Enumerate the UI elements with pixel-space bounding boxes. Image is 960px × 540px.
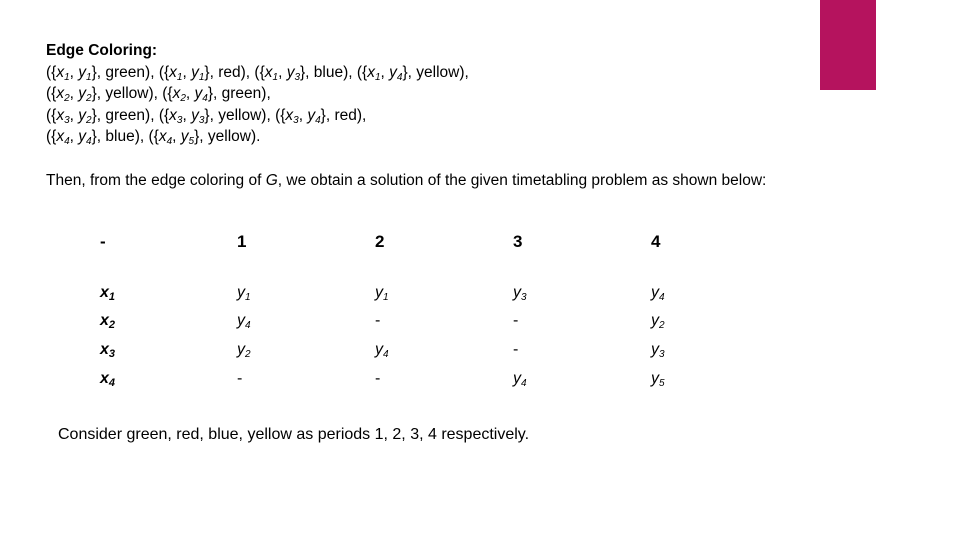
cell-symbol: $y_4$ (513, 370, 527, 389)
edge-color: yellow (416, 63, 460, 81)
vertex-y-index: 4 (315, 114, 321, 126)
edge-color-pair: ({$x_1$, $y_3$}, blue), (254, 63, 357, 83)
cell-symbol-index: 3 (659, 349, 665, 360)
row-label-symbol: $x_3$ (100, 341, 116, 360)
vertex-y-index: 2 (86, 93, 92, 104)
cell-symbol-index: 3 (521, 292, 527, 303)
edge-color: red (218, 63, 241, 81)
table-cell (513, 370, 527, 388)
vertex-x-index: 3 (293, 114, 299, 126)
edge-color: yellow (218, 106, 262, 124)
vertex-y-index: 1 (86, 71, 92, 83)
edge-color: yellow (207, 128, 251, 145)
cell-symbol-index: 1 (383, 292, 389, 303)
table-cell (651, 284, 665, 302)
vertex-y: $y_4$ (389, 63, 403, 83)
row-label-symbol-index: 4 (108, 377, 116, 389)
cell-symbol: $y_4$ (651, 284, 665, 303)
cell-symbol-index: 2 (245, 349, 251, 360)
vertex-x: $x_4$ (158, 128, 173, 147)
edge-color-pair: ({$x_1$, $y_4$}, yellow), (356, 63, 469, 83)
vertex-x: $x_3$ (56, 106, 70, 126)
vertex-y: $y_5$ (180, 128, 195, 147)
cell-symbol: $y_5$ (651, 370, 665, 389)
cell-symbol-index: 5 (659, 378, 665, 389)
vertex-y-index: 3 (294, 71, 300, 83)
cell-symbol: $y_1$ (237, 284, 251, 303)
edge-coloring-title: Edge Coloring: (46, 42, 158, 59)
table-cell (513, 284, 527, 302)
vertex-y-index: 3 (198, 114, 205, 126)
row-label-symbol-index: 2 (108, 319, 116, 331)
table-cell: - (513, 341, 519, 358)
edge-color-pair: ({$x_1$, $y_1$}, green), (46, 63, 159, 83)
table-header-cell: 3 (513, 232, 523, 251)
cell-symbol: $y_3$ (651, 341, 665, 360)
vertex-y: $y_1$ (191, 63, 205, 83)
vertex-x-index: 3 (64, 114, 70, 126)
table-row-label (100, 284, 115, 302)
vertex-y: $y_4$ (78, 128, 92, 147)
cell-symbol-index: 4 (245, 320, 251, 331)
vertex-x: $x_4$ (56, 128, 70, 147)
cell-symbol: $y_3$ (513, 284, 527, 303)
explanation-text-start: Then, from the edge coloring of (46, 172, 266, 189)
vertex-x-index: 1 (64, 71, 70, 83)
edge-color-pair: ({$x_2$, $y_4$}, green), (162, 85, 271, 104)
edge-color: red (334, 106, 357, 124)
vertex-x: $x_2$ (56, 85, 70, 104)
cell-symbol: $y_1$ (375, 284, 389, 303)
table-row-label (100, 370, 115, 388)
cell-symbol: $y_2$ (237, 341, 251, 360)
edge-color-pair: ({$x_4$, $y_5$}, yellow). (148, 128, 261, 147)
table-cell (375, 341, 389, 359)
vertex-x-index: 4 (166, 136, 173, 147)
table-header-cell: 1 (237, 232, 247, 251)
table-cell: - (375, 370, 381, 387)
vertex-y: $y_2$ (78, 106, 92, 126)
vertex-x-index: 1 (374, 71, 381, 83)
explanation-text-end: , we obtain a solution of the given timetabling problem as shown below: (277, 172, 767, 189)
table-cell (237, 284, 251, 302)
edge-color-pair: ({$x_1$, $y_1$}, red), (158, 63, 255, 83)
vertex-y-index: 4 (396, 71, 403, 83)
edge-color: blue (105, 128, 135, 145)
edge-color-pair: ({$x_3$, $y_4$}, red), (275, 106, 367, 126)
vertex-y-index: 1 (198, 71, 205, 83)
vertex-y: $y_2$ (78, 85, 92, 104)
vertex-x: $x_1$ (56, 63, 70, 83)
vertex-x: $x_3$ (285, 106, 299, 126)
cell-symbol-index: 2 (659, 320, 665, 331)
table-cell (651, 312, 665, 330)
table-header-cell: 2 (375, 232, 385, 251)
cell-symbol-index: 4 (521, 378, 527, 389)
vertex-y: $y_3$ (191, 106, 205, 126)
table-cell: - (237, 370, 243, 387)
row-label-symbol-index: 1 (108, 291, 116, 303)
vertex-y: $y_3$ (286, 63, 300, 83)
vertex-x: $x_1$ (367, 63, 381, 83)
cell-symbol-index: 4 (659, 292, 665, 303)
row-label-symbol-index: 3 (108, 348, 116, 360)
table-cell (651, 370, 665, 388)
table-row-label (100, 312, 115, 330)
vertex-x: $x_2$ (172, 85, 186, 104)
footnote: Consider green, red, blue, yellow as periods 1, 2, 3, 4 respectively. (58, 426, 530, 443)
table-row-label (100, 341, 115, 359)
edge-color: green (105, 106, 146, 124)
vertex-x: $x_3$ (169, 106, 183, 126)
cell-symbol: $y_4$ (237, 312, 251, 331)
cell-symbol-index: 4 (383, 349, 389, 360)
graph-name: G (265, 172, 278, 189)
vertex-x-index: 2 (180, 93, 186, 104)
vertex-y-index: 5 (188, 136, 195, 147)
vertex-y-index: 2 (86, 114, 92, 126)
row-label-symbol: $x_2$ (100, 312, 116, 331)
edge-color-pair: ({$x_2$, $y_2$}, yellow), (46, 85, 163, 104)
vertex-x: $x_1$ (264, 63, 279, 83)
vertex-x: $x_1$ (169, 63, 183, 83)
cell-symbol: $y_2$ (651, 312, 665, 331)
vertex-x-index: 1 (272, 71, 279, 83)
vertex-x-index: 1 (176, 71, 183, 83)
vertex-x-index: 2 (64, 93, 70, 104)
vertex-y-index: 4 (86, 136, 92, 147)
table-header-cell: - (100, 232, 106, 251)
edge-color: yellow (105, 85, 149, 102)
table-cell (237, 341, 251, 359)
timetable (100, 0, 700, 420)
vertex-y: $y_4$ (194, 85, 208, 104)
cell-symbol: $y_4$ (375, 341, 389, 360)
vertex-x-index: 3 (176, 114, 183, 126)
edge-color-pair: ({$x_3$, $y_3$}, yellow), (158, 106, 276, 126)
table-cell (375, 284, 389, 302)
table-cell: - (513, 312, 519, 329)
table-header-cell: 4 (651, 232, 661, 251)
row-label-symbol: $x_1$ (100, 284, 116, 303)
edge-color: green (105, 63, 146, 81)
edge-color-pair: ({$x_4$, $y_4$}, blue), (46, 128, 149, 147)
accent-bar (820, 0, 876, 90)
vertex-y: $y_1$ (78, 63, 92, 83)
vertex-x-index: 4 (64, 136, 70, 147)
edge-color: green (221, 85, 262, 102)
edge-color-pair: ({$x_3$, $y_2$}, green), (46, 106, 159, 126)
vertex-y-index: 4 (202, 93, 208, 104)
table-cell (237, 312, 251, 330)
table-cell: - (375, 312, 381, 329)
cell-symbol-index: 1 (245, 292, 251, 303)
vertex-y: $y_4$ (307, 106, 321, 126)
edge-color: blue (313, 63, 344, 81)
table-cell (651, 341, 665, 359)
row-label-symbol: $x_4$ (100, 370, 116, 389)
